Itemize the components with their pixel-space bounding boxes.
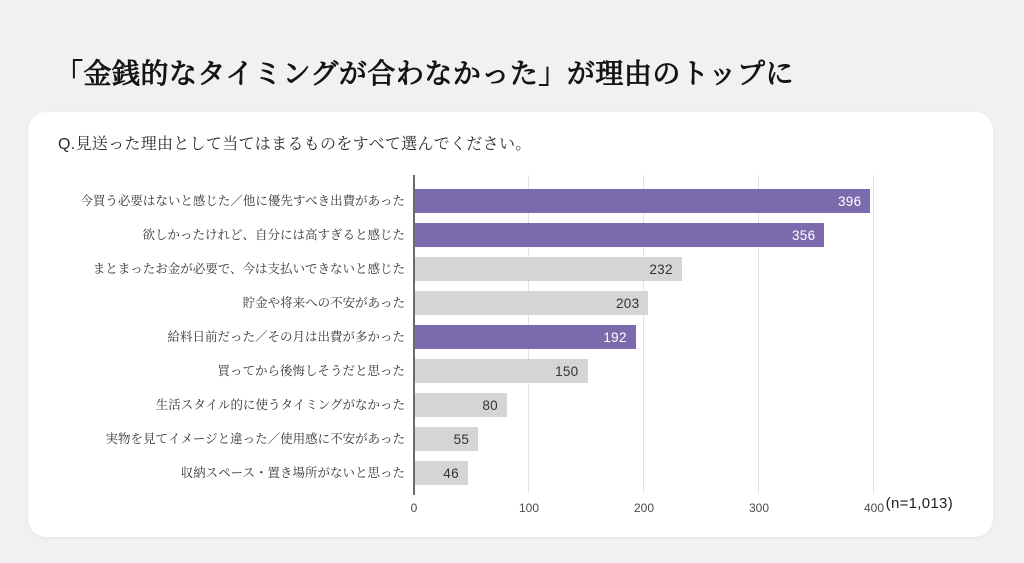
chart-row [58,359,963,383]
bar-value-label: 150 [555,363,579,379]
chart-row [58,325,963,349]
bar-value-label: 55 [453,431,470,447]
category-label: 欲しかったけれど、自分には高すぎると感じた [142,228,405,242]
sample-size-label: (n=1,013) [885,495,953,512]
chart-row [58,427,963,451]
x-tick-label: 200 [633,501,655,515]
bar-default [415,257,682,281]
bar-default [415,427,478,451]
category-label: 貯金や将来への不安があった [242,296,405,310]
x-tick-label: 0 [410,501,418,515]
chart-row [58,189,963,213]
bar-default [415,461,468,485]
bar-highlighted [415,189,870,213]
bar-highlighted [415,223,824,247]
bar-value-label: 232 [649,261,673,277]
bar-value-label: 46 [443,465,459,481]
chart-row [58,257,963,281]
category-label: 今買う必要はないと感じた／他に優先すべき出費があった [80,194,405,208]
category-label: まとまったお金が必要で、今は支払いできないと感じた [92,262,405,276]
survey-question: Q.見送った理由として当てはまるものをすべて選んでください。 [58,136,532,153]
bar-default [415,393,507,417]
bar-default [415,359,588,383]
x-tick-label: 300 [748,501,770,515]
bar-highlighted [415,325,636,349]
chart-row [58,461,963,485]
x-tick-label: 400 [863,501,885,515]
chart-card [28,112,993,537]
chart-row [58,393,963,417]
bar-default [415,291,648,315]
bar-value-label: 192 [603,329,627,345]
page-title: 「金銭的なタイミングが合わなかった」が理由のトップに [55,58,795,89]
category-label: 給料日前だった／その月は出費が多かった [167,330,405,344]
category-label: 買ってから後悔しそうだと思った [217,364,405,378]
bar-value-label: 356 [791,227,816,243]
bar-value-label: 396 [837,193,862,209]
chart-row [58,291,963,315]
category-label: 生活スタイル的に使うタイミングがなかった [155,398,405,412]
horizontal-bar-chart [58,175,963,525]
bar-value-label: 203 [616,295,640,311]
x-tick-label: 100 [518,501,540,515]
bar-value-label: 80 [482,397,498,413]
category-label: 実物を見てイメージと違った／使用感に不安があった [105,432,405,446]
chart-row [58,223,963,247]
category-label: 収納スペース・置き場所がないと思った [180,466,405,480]
